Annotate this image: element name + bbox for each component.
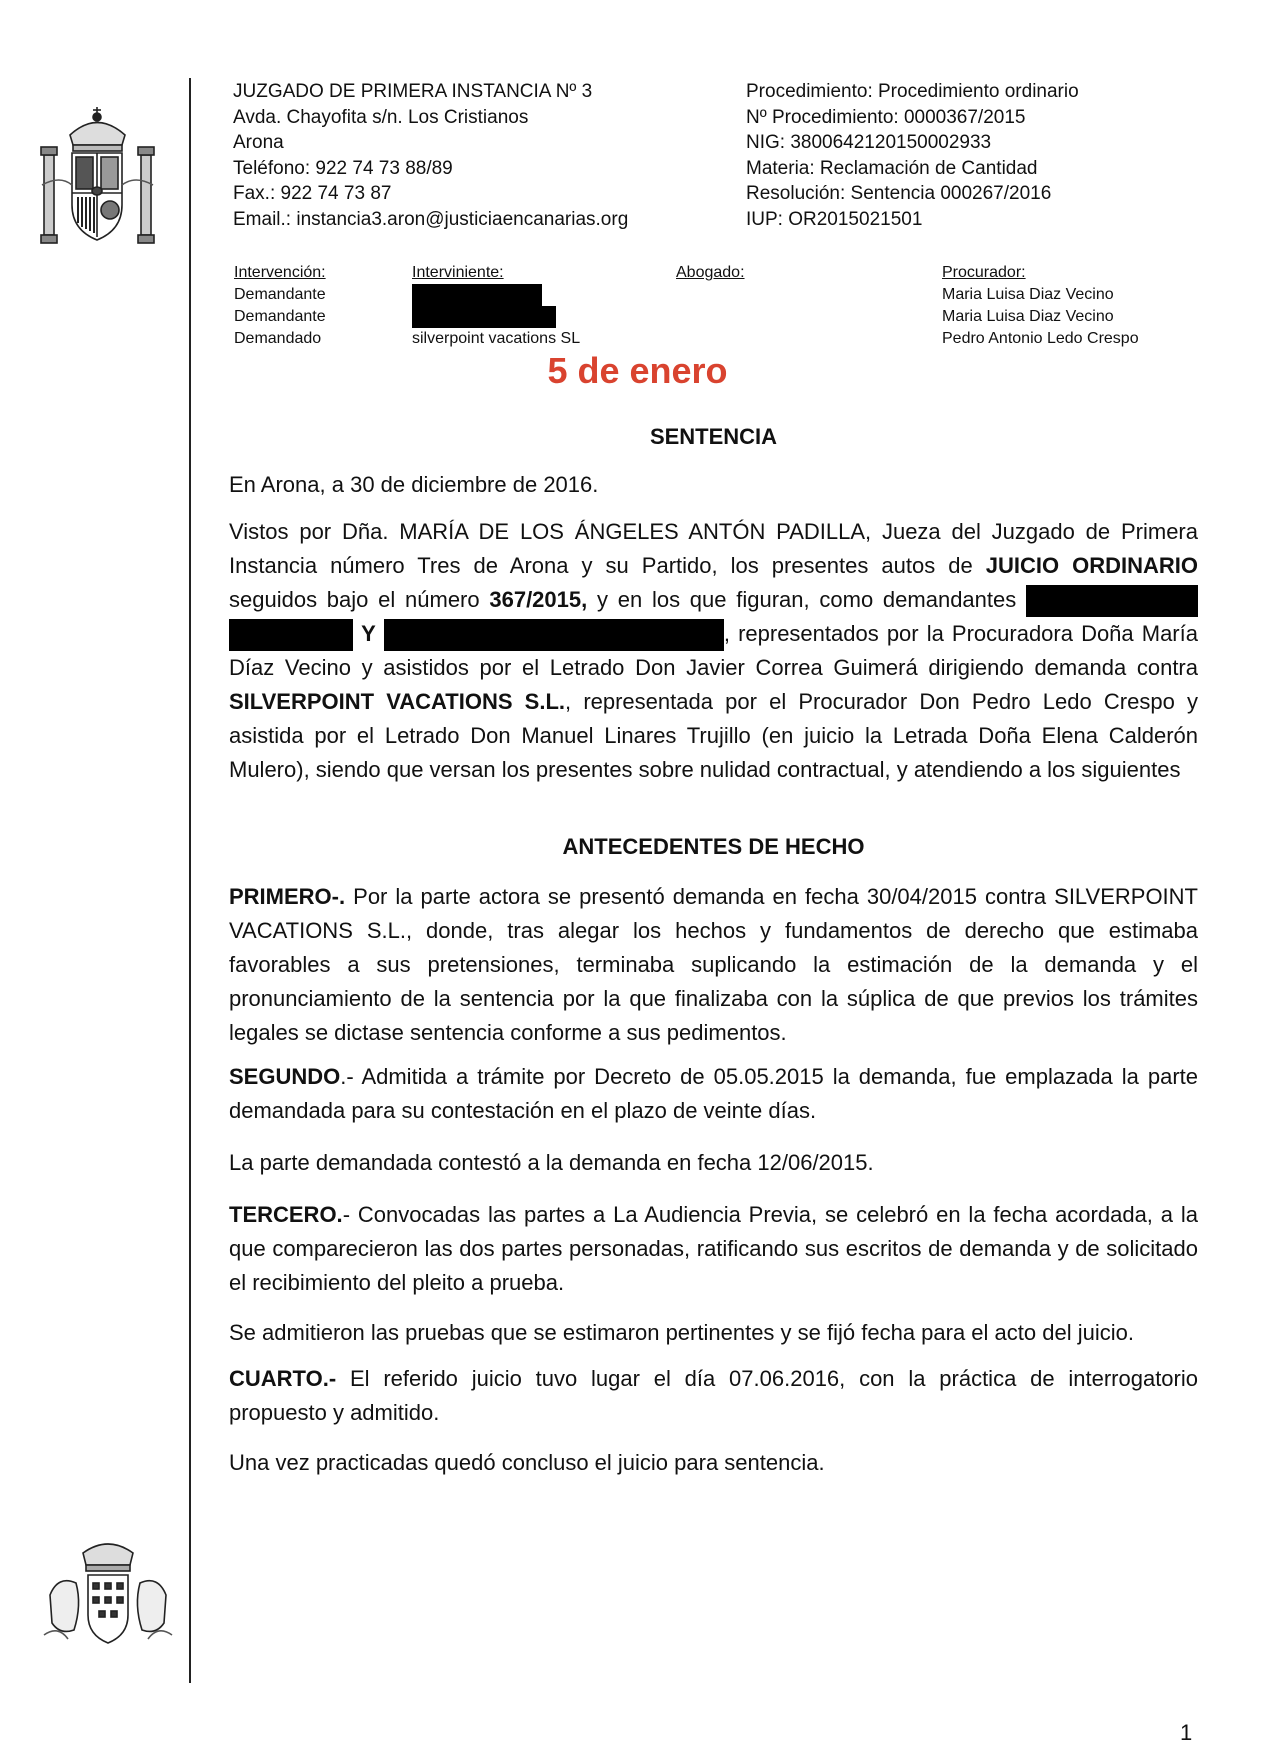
court-phone: Teléfono: 922 74 73 88/89 — [233, 157, 453, 179]
parties-header-procurador: Procurador: — [942, 264, 1026, 281]
party-procurador: Maria Luisa Diaz Vecino — [942, 286, 1114, 303]
redacted-name — [384, 619, 724, 651]
party-role: Demandado — [234, 330, 322, 347]
pruebas-paragraph: Se admitieron las pruebas que se estimaron pertinentes y se fijó fecha para el acto del juicio. — [229, 1320, 1134, 1345]
date-line: En Arona, a 30 de diciembre de 2016. — [229, 472, 599, 497]
party-name: silverpoint vacations SL — [412, 330, 581, 347]
cuarto-paragraph: CUARTO.- El referido juicio tuvo lugar el día 07.06.2016, con la práctica de interrogatorio propuesto y admitido. — [229, 1366, 1198, 1425]
court-city: Arona — [233, 132, 284, 153]
party-procurador: Pedro Antonio Ledo Crespo — [942, 330, 1139, 347]
party-role: Demandante — [234, 286, 326, 303]
redacted-name — [229, 619, 353, 651]
vistos-paragraph: Vistos por Dña. MARÍA DE LOS ÁNGELES ANTÓN PADILLA, Jueza del Juzgado de Primera Instancia número Tres de Arona y su Partido, los presentes autos de JUICIO ORDINARIO seguidos bajo el número 367/2015, y en los que figuran, como demandantes Y , representados por la Procuradora Doña María Díaz Vecino y asistidos por el Letrado Don Javier Correa Guimerá dirigiendo demanda contra SILVERPOINT VACATIONS S.L., representada por el Procurador Don Pedro Ledo Crespo y asistida por el Letrado Don Manuel Linares Trujillo (en juicio la Letrada Doña Elena Calderón Mulero), siendo que versan los presentes sobre nulidad contractual, y atendiendo a los siguientes — [229, 519, 1198, 783]
procedure-header — [746, 79, 1079, 232]
margin-rule — [189, 78, 191, 1683]
party-role: Demandante — [234, 308, 326, 325]
segundo-paragraph: SEGUNDO.- Admitida a trámite por Decreto de 05.05.2015 la demanda, fue emplazada la parte demandada para su contestación en el plazo de veinte días. — [229, 1064, 1198, 1123]
canary-islands-coat-of-arms-icon — [38, 1535, 178, 1665]
tercero-paragraph: TERCERO.- Convocadas las partes a La Audiencia Previa, se celebró en la fecha acordada, a la que comparecieron las dos partes personadas, ratificando sus escritos de demanda y de solicitado el recibimiento del pleito a prueba. — [229, 1202, 1198, 1295]
parties-header-role: Intervención: — [234, 264, 326, 281]
procedure-iup: IUP: OR2015021501 — [746, 208, 923, 230]
parties-procurador-column — [942, 262, 1139, 350]
primero-paragraph: PRIMERO-. Por la parte actora se presentó demanda en fecha 30/04/2015 contra SILVERPOINT VACATIONS S.L., donde, tras alegar los hechos y fundamentos de derecho que estimaba favorables a sus pretensiones, terminaba suplicando la estimación de la demanda y el pronunciamiento de la sentencia por la que finalizaba con la súplica de que previos los trámites legales se dictase sentencia conforme a sus pedimentos. — [229, 884, 1198, 1045]
procedure-number: Nº Procedimiento: 0000367/2015 — [746, 106, 1026, 128]
parties-header-party: Interviniente: — [412, 264, 504, 281]
redacted-name — [1026, 585, 1198, 617]
party-name-redacted — [412, 306, 580, 328]
concluso-paragraph: Una vez practicadas quedó concluso el juicio para sentencia. — [229, 1450, 825, 1475]
court-header — [233, 79, 628, 232]
document-title: SENTENCIA — [649, 424, 778, 449]
procedure-type: Procedimiento: Procedimiento ordinario — [746, 81, 1079, 102]
antecedentes-title: ANTECEDENTES DE HECHO — [562, 834, 865, 859]
page-number: 1 — [1180, 1720, 1193, 1745]
court-fax: Fax.: 922 74 73 87 — [233, 183, 392, 204]
court-address: Avda. Chayofita s/n. Los Cristianos — [233, 106, 529, 128]
procedure-resolution: Resolución: Sentencia 000267/2016 — [746, 183, 1052, 204]
procedure-nig: NIG: 3800642120150002933 — [746, 132, 992, 153]
contesto-paragraph: La parte demandada contestó a la demanda en fecha 12/06/2015. — [229, 1150, 874, 1175]
court-email: Email.: instancia3.aron@justiciaencanarias.org — [233, 208, 629, 230]
procedure-subject: Materia: Reclamación de Cantidad — [746, 157, 1038, 179]
parties-party-column — [412, 262, 580, 350]
cuarto-label: CUARTO.- — [229, 1366, 337, 1391]
parties-role-column — [234, 262, 326, 350]
spain-coat-of-arms-icon — [40, 105, 155, 265]
court-name: JUZGADO DE PRIMERA INSTANCIA Nº 3 — [233, 81, 593, 102]
parties-lawyer-column — [676, 262, 745, 284]
segundo-label: SEGUNDO — [229, 1064, 341, 1089]
parties-header-lawyer: Abogado: — [676, 264, 745, 281]
party-name-redacted — [412, 284, 580, 306]
tercero-label: TERCERO. — [229, 1202, 343, 1227]
date-stamp: 5 de enero — [547, 350, 728, 391]
primero-label: PRIMERO-. — [229, 884, 346, 909]
party-procurador: Maria Luisa Diaz Vecino — [942, 308, 1114, 325]
